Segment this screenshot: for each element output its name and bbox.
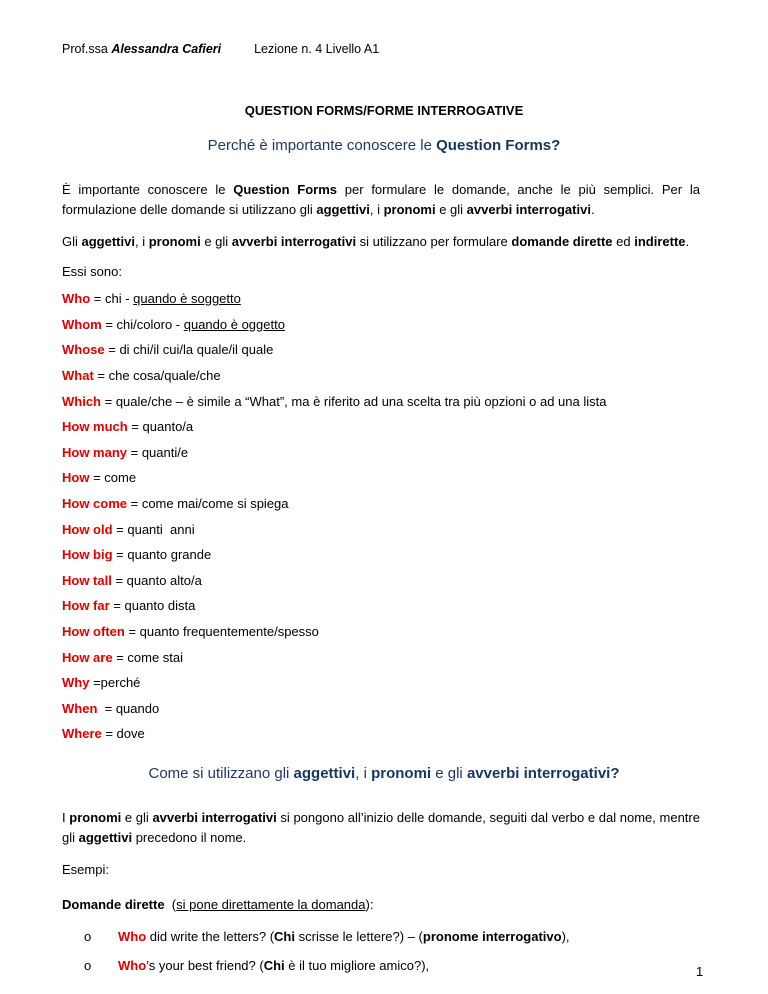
list-item: How far = quanto dista	[62, 598, 196, 613]
author-name: Alessandra Cafieri	[111, 42, 222, 56]
list-item: Where = dove	[62, 726, 145, 741]
example-text: Who did write the letters? (Chi scrisse le lettere?) – (pronome interrogativo),	[118, 929, 570, 944]
paragraph-list-intro: Essi sono:	[62, 264, 122, 279]
section-subtitle-1	[0, 137, 768, 154]
list-item: How are = come stai	[62, 650, 184, 665]
subtitle-1-text: Perché è importante conoscere le	[207, 137, 437, 154]
list-item: Who = chi - quando è soggetto	[62, 291, 241, 306]
page-header	[62, 42, 379, 56]
paragraph-usage: Gli aggettivi, i pronomi e gli avverbi interrogativi si utilizzano per formulare domande dirette ed indirette.	[62, 234, 690, 249]
list-item: How much = quanto/a	[62, 419, 194, 434]
list-item: How tall = quanto alto/a	[62, 573, 202, 588]
list-item: Whom = chi/coloro - quando è oggetto	[62, 317, 285, 332]
page-title: QUESTION FORMS/FORME INTERROGATIVE	[244, 103, 524, 118]
list-item: How often = quanto frequentemente/spesso	[62, 624, 319, 639]
section-subtitle-2: Come si utilizzano gli aggettivi, i pronomi e gli avverbi interrogativi?	[148, 765, 620, 782]
list-item: What = che cosa/quale/che	[62, 368, 221, 383]
list-item: Why =perché	[62, 675, 141, 690]
list-item: How big = quanto grande	[62, 547, 212, 562]
lesson-label: Lezione n. 4 Livello A1	[254, 42, 380, 56]
author-prefix: Prof.ssa	[62, 42, 108, 56]
page-number: 1	[696, 964, 704, 979]
list-item: How old = quanti anni	[62, 522, 195, 537]
paragraph-explanation: I pronomi e gli avverbi interrogativi si pongono all’inizio delle domande, seguiti dal verbo e dal nome, mentre gli aggettivi precedono il nome.	[62, 810, 700, 845]
bullet-icon: o	[84, 958, 92, 973]
list-item: How come = come mai/come si spiega	[62, 496, 289, 511]
list-item: How = come	[62, 470, 137, 485]
list-item: Which = quale/che – è simile a “What”, ma è riferito ad una scelta tra più opzioni o ad una lista	[62, 394, 607, 409]
bullet-icon: o	[84, 929, 92, 944]
paragraph-intro: È importante conoscere le Question Forms per formulare le domande, anche le più semplici. Per la formulazione delle domande si utilizzano gli aggettivi, i pronomi e gli avverbi interrogativi.	[62, 182, 700, 217]
example-text: Who’s your best friend? (Chi è il tuo migliore amico?),	[118, 958, 430, 973]
paragraph-examples-label: Esempi:	[62, 862, 109, 877]
list-item: How many = quanti/e	[62, 445, 189, 460]
list-item: Whose = di chi/il cui/la quale/il quale	[62, 342, 274, 357]
list-item: When = quando	[62, 701, 160, 716]
paragraph-direct-questions: Domande dirette (si pone direttamente la domanda):	[62, 897, 374, 912]
subtitle-1-highlight: Question Forms?	[436, 137, 561, 154]
